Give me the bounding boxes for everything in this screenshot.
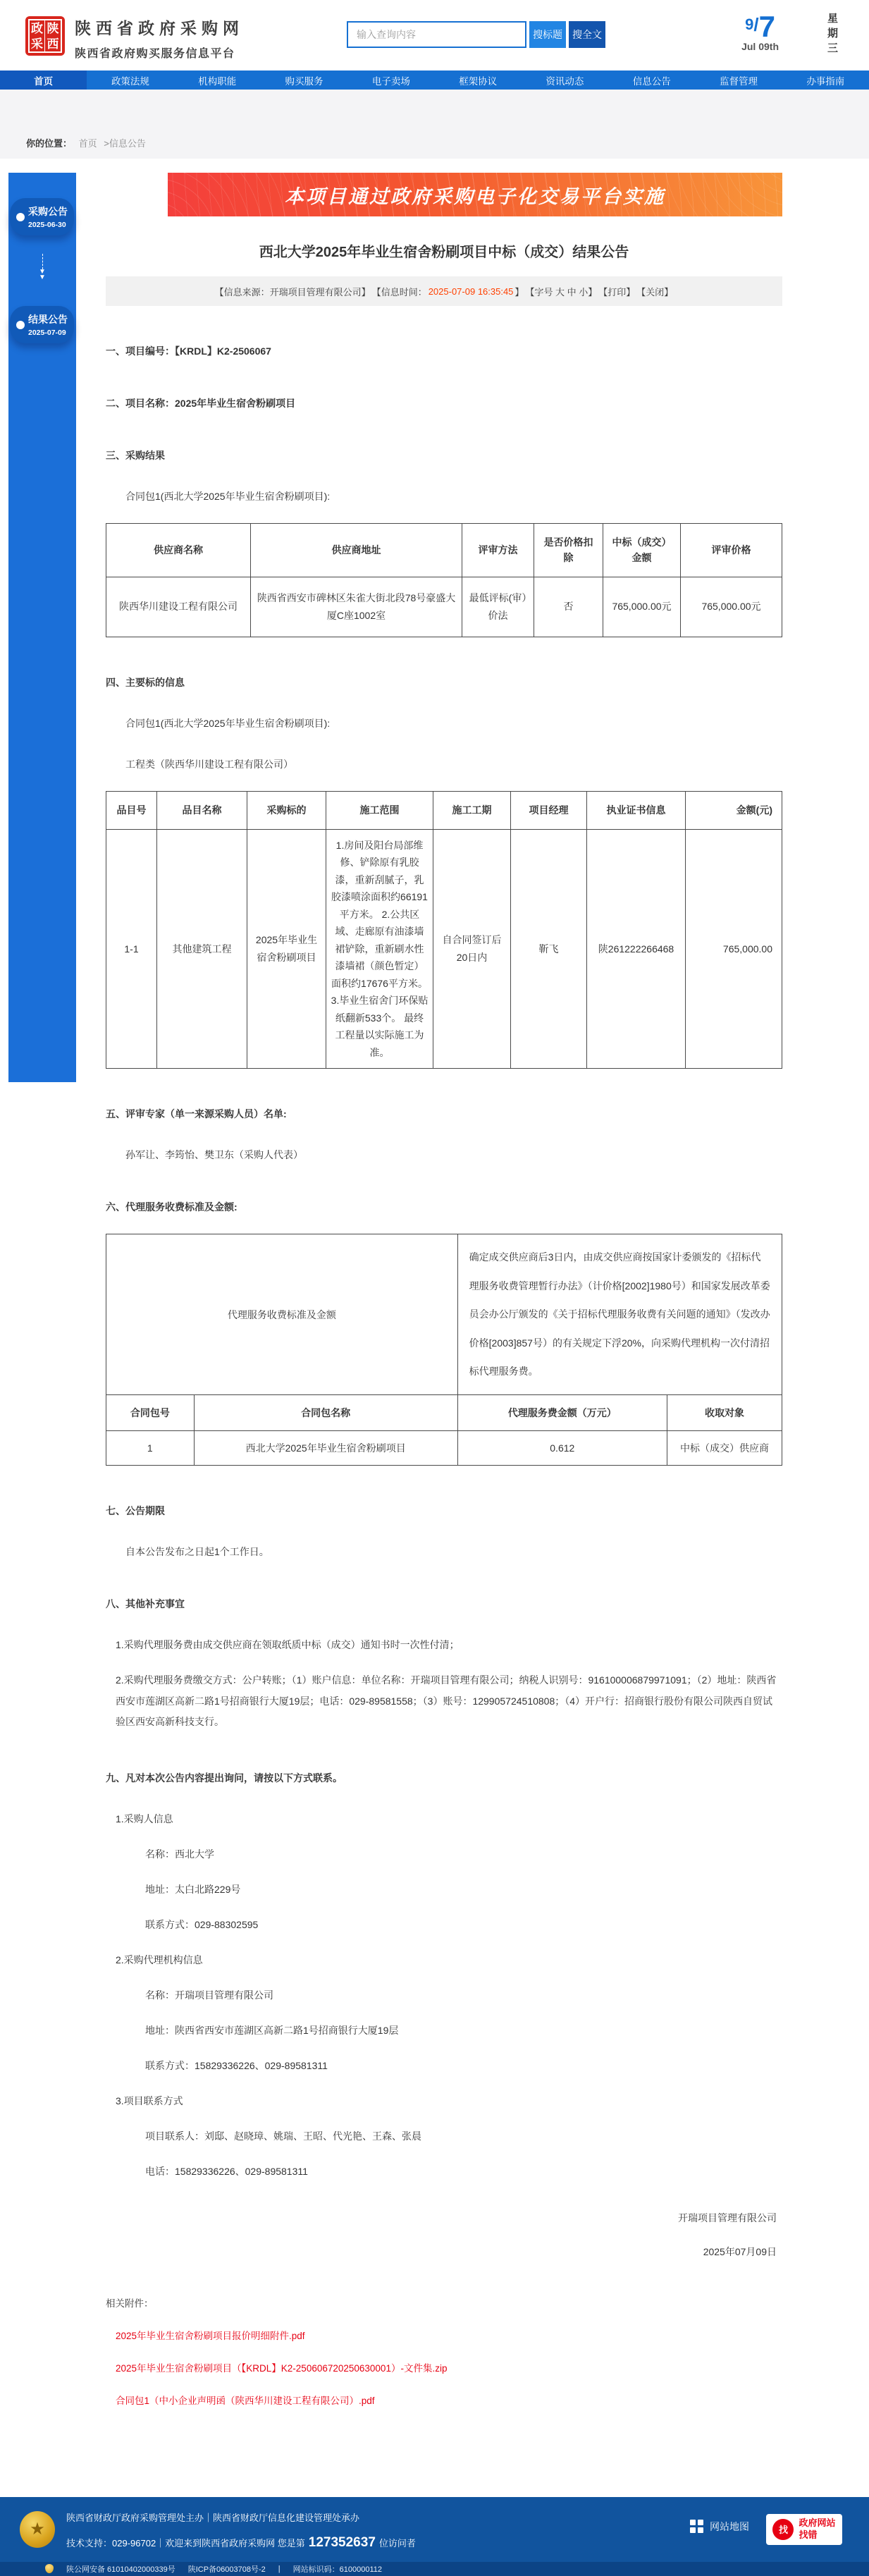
footer-support-line (66, 2528, 416, 2558)
fee-standard-description: 确定成交供应商后3日内，由成交供应商按国家计委颁发的《招标代理服务收费管理暂行办法》（计价格[2002]1980号）和国家发展改革委员会办公厅颁发的《关于招标代理服务收费有关问题的通知》（发改办价格[2003]857号）的有关规定下浮20%，向采购代理机构一次付清招标代理服务费。 (457, 1234, 782, 1395)
sitemap-link[interactable] (690, 2520, 749, 2534)
footer-beian-bar (0, 2562, 869, 2576)
contract-package-line: 合同包1(西北大学2025年毕业生宿舍粉刷项目): (125, 491, 331, 502)
signoff-block (106, 2211, 782, 2259)
col-supplier-address: 供应商地址 (251, 524, 462, 577)
info-time-suffix: 】 (514, 286, 524, 298)
project-name: 2025年毕业生宿舍粉刷项目 (175, 398, 296, 409)
info-time-label: 【信息时间： (371, 286, 427, 298)
nav-item-announcements[interactable]: 信息公告 (632, 75, 671, 87)
etrading-platform-banner: 本项目通过政府采购电子化交易平台实施 (168, 173, 782, 216)
article-content (106, 173, 782, 2497)
agency-address: 地址：陕西省西安市莲湖区高新二路1号招商银行大厦19层 (145, 2024, 399, 2036)
gov-site-error-report-badge[interactable] (766, 2514, 842, 2545)
agency-info-title: 2.采购代理机构信息 (116, 1954, 203, 1965)
agency-name: 名称：开瑞项目管理有限公司 (145, 1989, 273, 2001)
police-badge-icon (45, 2564, 54, 2573)
info-time-value: 2025-07-09 16:35:45 (428, 286, 514, 297)
col-item-name: 品目名称 (157, 792, 247, 829)
section-project-number (106, 344, 782, 358)
buyer-info-title: 1.采购人信息 (116, 1813, 173, 1824)
col-procurement-subject: 采购标的 (247, 792, 326, 829)
project-number: 【KRDL】K2-2506067 (175, 345, 271, 357)
fee-standard-label: 代理服务收费标准及金额 (106, 1234, 458, 1395)
footer-organizer-line: 陕西省财政厅政府采购管理处主办｜陕西省财政厅信息化建设管理处承办 (66, 2512, 360, 2523)
agency-contact: 联系方式：15829336226、029-89581311 (145, 2059, 328, 2071)
cell-item-name: 其他建筑工程 (157, 829, 247, 1069)
site-title: 陕西省政府采购网 (75, 19, 244, 37)
project-contact-persons: 项目联系人：刘邸、赵晓璋、姚瑞、王昭、代光艳、王森、张晨 (145, 2130, 421, 2142)
logo-char: 采 (30, 36, 45, 51)
main-area (0, 173, 869, 2497)
timeline-arrow-icon: ▼ ▼ (8, 254, 76, 281)
attachment-link-pdf-quote[interactable]: 2025年毕业生宿舍粉刷项目报价明细附件.pdf (116, 2330, 305, 2341)
table-header-row (106, 1395, 782, 1431)
cell-fee-payer: 中标（成交）供应商 (667, 1431, 782, 1466)
sitemap-grid-icon (690, 2520, 703, 2533)
breadcrumb-home-link[interactable]: 首页 (78, 138, 97, 149)
search-input[interactable] (347, 21, 526, 48)
agency-fee-table (106, 1234, 782, 1466)
subject-detail-table (106, 791, 782, 1069)
info-source: 【信息来源：开瑞项目管理有限公司】 (214, 286, 371, 298)
font-size-control[interactable]: 【字号 大 中 小】 (525, 286, 598, 298)
date-month: 9 (745, 16, 754, 33)
col-package-name: 合同包名称 (194, 1395, 457, 1431)
cell-license-info: 陕261222266468 (587, 829, 686, 1069)
expert-names-line: 孙军让、李筠怡、樊卫东（采购人代表） (125, 1149, 303, 1161)
footer-text (66, 2508, 416, 2558)
sidebar-item-date: 2025-07-09 (28, 329, 66, 337)
site-logo-seal-icon (25, 16, 65, 56)
col-package-number: 合同包号 (106, 1395, 195, 1431)
buyer-contact: 联系方式：029-88302595 (145, 1918, 259, 1930)
logo-char: 西 (47, 37, 59, 51)
other-matters-item: 1.采购代理服务费由成交供应商在领取纸质中标（成交）通知书时一次性付清； (116, 1639, 460, 1651)
cell-item-number: 1-1 (106, 829, 157, 1069)
footer-support-prefix: 技术支持：029-96702｜欢迎来到陕西省政府采购网 您是第 (66, 2537, 305, 2549)
nav-item-supervision[interactable]: 监督管理 (720, 75, 758, 87)
date-english: Jul 09th (741, 41, 779, 52)
attachments-title: 相关附件： (106, 2298, 154, 2309)
sitemap-label: 网站地图 (710, 2520, 749, 2532)
weekday-label: 星期三 (826, 13, 838, 57)
timeline-dot-icon (16, 213, 25, 221)
table-header-row (106, 792, 782, 829)
cell-procurement-subject: 2025年毕业生宿舍粉刷项目 (247, 829, 326, 1069)
nav-item-policies[interactable]: 政策法规 (111, 75, 149, 87)
sidebar-item-procurement-notice[interactable] (10, 198, 74, 235)
nav-item-emarket[interactable]: 电子卖场 (371, 75, 410, 87)
article-meta-bar (106, 276, 782, 306)
cell-supplier-name: 陕西华川建设工程有限公司 (106, 577, 251, 637)
page-title: 西北大学2025年毕业生宿舍粉刷项目中标（成交）结果公告 (259, 245, 629, 260)
cell-fee-amount: 0.612 (457, 1431, 667, 1466)
engineering-category-line: 工程类（陕西华川建设工程有限公司） (125, 759, 293, 771)
col-item-number: 品目号 (106, 792, 157, 829)
nav-item-guide[interactable]: 办事指南 (806, 75, 845, 87)
cell-project-manager: 靳飞 (511, 829, 587, 1069)
attachment-link-zip-fileset[interactable]: 2025年毕业生宿舍粉刷项目（【KRDL】K2-250606720250630001）-文件集.zip (116, 2362, 448, 2374)
nav-item-purchase-services[interactable]: 购买服务 (285, 75, 323, 87)
col-fee-payer: 收取对象 (667, 1395, 782, 1431)
section-other-matters: 八、其他补充事宜 (106, 1598, 185, 1610)
nav-item-home[interactable]: 首页 (0, 70, 87, 90)
buyer-name: 名称：西北大学 (145, 1848, 214, 1860)
nav-item-framework[interactable]: 框架协议 (459, 75, 498, 87)
site-identification-code: 网站标识码：6100000112 (292, 2565, 383, 2574)
attachment-link-pdf-sme-declaration[interactable]: 合同包1（中小企业声明函（陕西华川建设工程有限公司）.pdf (116, 2395, 375, 2406)
separator: | (278, 2564, 281, 2573)
col-construction-scope: 施工范围 (326, 792, 433, 829)
contract-package-line: 合同包1(西北大学2025年毕业生宿舍粉刷项目): (125, 718, 331, 730)
print-button[interactable]: 【打印】 (598, 286, 636, 298)
date-day: 7 (758, 10, 775, 43)
search-fulltext-button[interactable]: 搜全文 (569, 21, 605, 48)
site-titles (75, 16, 244, 61)
other-matters-item: 2.采购代理服务费缴交方式：公户转账；（1）账户信息：单位名称：开瑞项目管理有限公司；纳税人识别号：916100006879971091；（2）地址：陕西省西安市莲湖区高新二路1号招商银行大厦19层；电话：029-89581558；（3）账号：129905724510808；（4）开户行：招商银行股份有限公司陕西自贸试验区西安高新科技支行。 (116, 1674, 777, 1728)
site-footer (0, 2497, 869, 2562)
section-label: 二、项目名称： (106, 398, 175, 409)
logo-char: 陕 (47, 21, 59, 35)
cell-package-number: 1 (106, 1431, 195, 1466)
close-button[interactable]: 【关闭】 (636, 286, 674, 298)
search-bar (347, 21, 605, 48)
section-procurement-result: 三、采购结果 (106, 450, 165, 461)
table-header-row (106, 524, 782, 577)
section-label: 一、项目编号： (106, 345, 175, 357)
sidebar-item-label: 采购公告 (28, 206, 68, 217)
table-row (106, 829, 782, 1069)
site-header (0, 0, 869, 70)
section-agency-fee: 六、代理服务收费标准及金额: (106, 1201, 238, 1213)
section-announcement-period: 七、公告期限 (106, 1505, 165, 1517)
section-main-subject-info: 四、主要标的信息 (106, 677, 185, 689)
cell-price-deduction: 否 (534, 577, 603, 637)
project-contact-title: 3.项目联系方式 (116, 2094, 183, 2106)
nav-item-news[interactable]: 资讯动态 (546, 75, 584, 87)
footer-support-suffix: 位访问者 (378, 2537, 416, 2549)
search-title-button[interactable]: 搜标题 (529, 21, 566, 48)
col-review-price: 评审价格 (681, 524, 782, 577)
col-project-manager: 项目经理 (511, 792, 587, 829)
attachments-block (106, 2295, 782, 2407)
section-project-name (106, 396, 782, 410)
date-fraction (741, 10, 779, 44)
announcement-period-line: 自本公告发布之日起1个工作日。 (125, 1546, 269, 1558)
cell-package-name: 西北大学2025年毕业生宿舍粉刷项目 (194, 1431, 457, 1466)
col-construction-period: 施工工期 (433, 792, 511, 829)
site-subtitle: 陕西省政府购买服务信息平台 (75, 48, 235, 60)
cell-award-amount: 765,000.00元 (603, 577, 681, 637)
national-emblem-icon: ★ (20, 2511, 55, 2548)
icp-filing-link[interactable]: 陕ICP备06003708号-2 (187, 2565, 266, 2574)
sidebar-item-result-notice[interactable] (10, 306, 74, 343)
breadcrumb-current[interactable]: >信息公告 (104, 138, 146, 149)
cell-amount: 765,000.00 (686, 829, 782, 1069)
breadcrumb-prefix: 你的位置： (26, 138, 73, 149)
announcement-timeline-sidebar (8, 173, 76, 1082)
table-row (106, 577, 782, 637)
table-row (106, 1431, 782, 1466)
sidebar-item-label: 结果公告 (28, 314, 68, 325)
error-report-label (799, 2517, 835, 2541)
main-nav (0, 70, 869, 90)
date-display (741, 10, 779, 52)
breadcrumb (0, 90, 869, 159)
col-fee-amount: 代理服务费金额（万元） (457, 1395, 667, 1431)
col-price-deduction: 是否价格扣除 (534, 524, 603, 577)
nav-item-functions[interactable]: 机构职能 (198, 75, 237, 87)
col-amount: 金额(元) (686, 792, 782, 829)
logo-char: 政 (30, 20, 45, 36)
col-supplier-name: 供应商名称 (106, 524, 251, 577)
error-report-icon: 找 (772, 2519, 794, 2540)
date-slash: / (753, 14, 759, 35)
signoff-date: 2025年07月09日 (703, 2245, 777, 2257)
sidebar-item-date: 2025-06-30 (28, 221, 66, 229)
buyer-address: 地址：太白北路229号 (145, 1883, 241, 1895)
project-contact-phone: 电话：15829336226、029-89581311 (145, 2165, 308, 2177)
col-award-amount: 中标（成交）金额 (603, 524, 681, 577)
visitor-count: 127352637 (308, 2534, 376, 2550)
public-security-filing-link[interactable]: 陕公网安备 61010402000339号 (66, 2565, 175, 2574)
badge-line1: 政府网站 (799, 2517, 836, 2528)
signoff-company: 开瑞项目管理有限公司 (678, 2212, 777, 2224)
col-license-info: 执业证书信息 (587, 792, 686, 829)
cell-construction-scope: 1.房间及阳台局部维修、铲除原有乳胶漆，重新刮腻子，乳胶漆喷涂面积约66191平方米。 2.公共区域、走廊原有油漆墙裙铲除，重新刷水性漆墙裙（颜色暂定）面积约17676平方米。 3.毕业生宿舍门环保贴纸翻新533个。 最终工程量以实际施工为准。 (326, 829, 433, 1069)
cell-construction-period: 自合同签订后20日内 (433, 829, 511, 1069)
badge-line2: 找错 (799, 2529, 818, 2540)
section-contact: 九、凡对本次公告内容提出询问，请按以下方式联系。 (106, 1772, 343, 1784)
procurement-result-table (106, 523, 782, 637)
table-row (106, 1234, 782, 1395)
cell-review-price: 765,000.00元 (681, 577, 782, 637)
timeline-dot-icon (16, 321, 25, 329)
col-review-method: 评审方法 (462, 524, 534, 577)
cell-supplier-address: 陕西省西安市碑林区朱雀大街北段78号豪盛大厦C座1002室 (251, 577, 462, 637)
cell-review-method: 最低评标(审）价法 (462, 577, 534, 637)
section-review-experts: 五、评审专家（单一来源采购人员）名单: (106, 1108, 287, 1120)
